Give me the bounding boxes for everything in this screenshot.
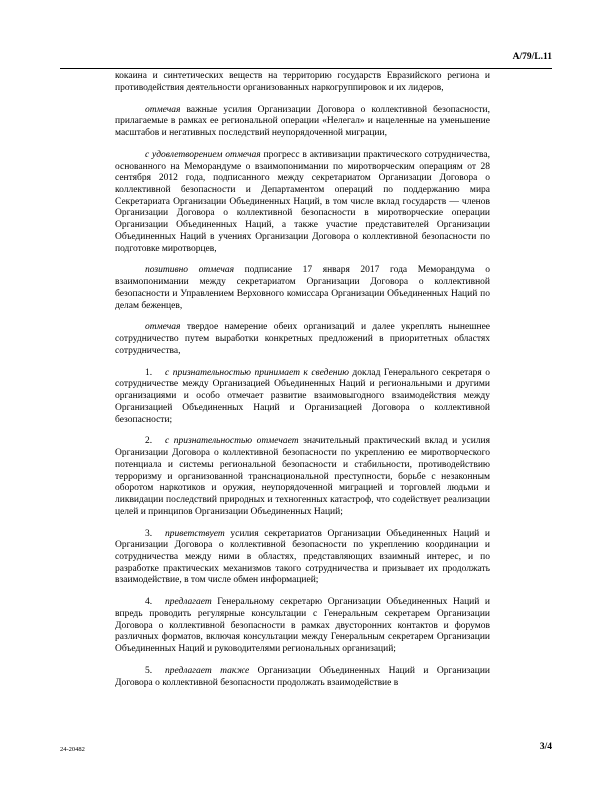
operative-paragraph: 4. предлагает Генеральному секретарю Организации Объединенных Наций и впредь проводить регулярные консультации с Генеральным секретарем Организации Договора о коллективной безопасности в рамках двусторонних контактов и форумов различных форматов, включая консультации между Генеральным секретарем Организации Объединенных Наций и руководителями региональных организаций; <box>115 597 490 655</box>
preamble-paragraph: кокаина и синтетических веществ на территорию государств Евразийского региона и противодействия деятельности организованных наркогруппировок и их лидеров, <box>115 71 490 93</box>
operative-paragraph: 5. предлагает также Организации Объединенных Наций и Организации Договора о коллективной безопасности продолжать взаимодействие в <box>115 665 490 688</box>
page-number: 3/4 <box>539 742 552 752</box>
document-body <box>115 71 490 700</box>
operative-paragraph: 1. с признательностью принимает к сведению доклад Генерального секретаря о сотрудничестве между Организацией Объединенных Наций и региональными и другими организациями и особо отмечает развитие взаимовыгодного взаимодействия между Организацией Объединенных Наций и Организацией Договора о коллективной безопасности; <box>115 367 490 425</box>
operative-paragraph: 3. приветствует усилия секретариатов Организации Объединенных Наций и Организации Договора о коллективной безопасности по укреплению координации и сотрудничества между ними в областях, представляющих взаимный интерес, и по разработке практических механизмов такого сотрудничества и призывает их продолжать взаимодействие, в том числе обмен информацией; <box>115 528 490 586</box>
header-rule <box>60 68 552 69</box>
operative-paragraph: 2. с признательностью отмечает значительный практический вклад и усилия Организации Договора о коллективной безопасности по укреплению ее миротворческого потенциала и системы региональной безопасности и стабильности, противодействию терроризму и организованной транснациональной преступности, борьбе с незаконным оборотом наркотиков и оружия, неупорядоченной миграцией и торговлей людьми и ликвидации последствий природных и техногенных катастроф, что содействует реализации целей и принципов Организации Объединенных Наций; <box>115 436 490 517</box>
document-symbol: A/79/L.11 <box>512 52 552 62</box>
preamble-paragraph: позитивно отмечая подписание 17 января 2017 года Меморандума о взаимопонимании между секретариатом Организации Договора о коллективной безопасности и Управлением Верховного комиссара Организации Объединенных Наций по делам беженцев, <box>115 265 490 311</box>
preamble-paragraph: отмечая твердое намерение обеих организаций и далее укреплять нынешнее сотрудничество путем выработки конкретных предложений в приоритетных областях сотрудничества, <box>115 322 490 356</box>
preamble-paragraph: с удовлетворением отмечая прогресс в активизации практического сотрудничества, основанного на Меморандуме о взаимопонимании по миротворческим операциям от 28 сентября 2012 года, подписанного между секретариатом Организации Договора о коллективной безопасности и Департаментом операций по поддержанию мира Секретариата Организации Объединенных Наций, в том числе вклад государств — членов Организации Договора о коллективной безопасности в миротворческие операции Организации Объединенных Наций, а также участие представителей Организации Объединенных Наций в учениях Организации Договора о коллективной безопасности по подготовке миротворцев, <box>115 149 490 254</box>
preamble-paragraph: отмечая важные усилия Организации Договора о коллективной безопасности, прилагаемые в рамках ее региональной операции «Нелегал» и нацеленные на уменьшение масштабов и негативных последствий неупорядоченной миграции, <box>115 104 490 138</box>
document-number: 24-20482 <box>60 746 85 753</box>
